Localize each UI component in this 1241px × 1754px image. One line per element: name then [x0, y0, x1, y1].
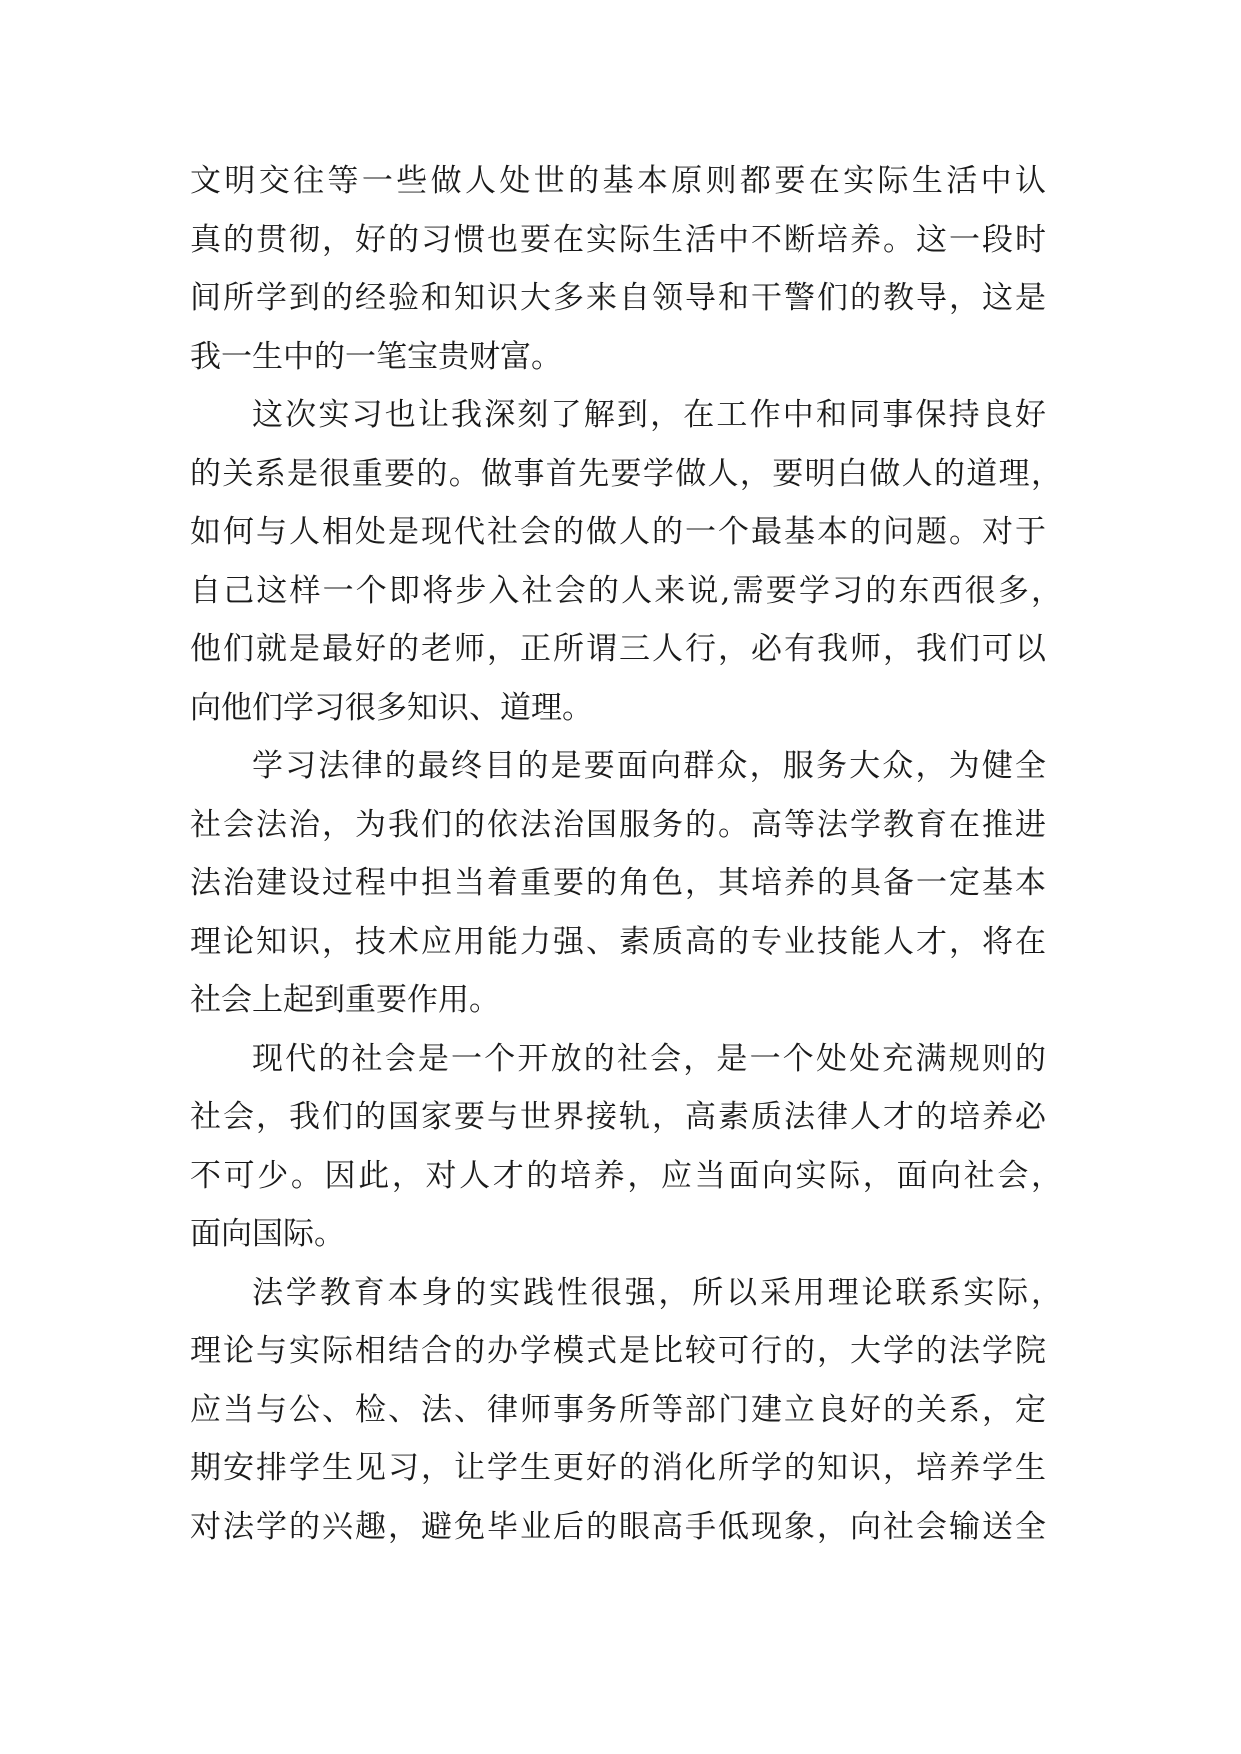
text-line: 不可少。因此，对人才的培养，应当面向实际，面向社会，: [190, 1157, 1062, 1194]
text-line: 理论知识，技术应用能力强、素质高的专业技能人才，将在: [190, 923, 1046, 960]
text-line: 文明交往等一些做人处世的基本原则都要在实际生活中认: [190, 163, 1046, 199]
text-line: 社会上起到重要作用。: [190, 982, 500, 1018]
text-line: 的关系是很重要的。做事首先要学做人，要明白做人的道理，: [190, 455, 1062, 492]
text-line: 应当与公、检、法、律师事务所等部门建立良好的关系，定: [190, 1391, 1046, 1428]
paragraph-1: [190, 152, 1070, 386]
text-line: 学习法律的最终目的是要面向群众，服务大众，为健全: [252, 748, 1046, 784]
paragraph-5: [190, 1264, 1070, 1557]
document-body: [190, 152, 1070, 1556]
text-line: 他们就是最好的老师，正所谓三人行，必有我师，我们可以: [190, 631, 1046, 667]
text-line: 自己这样一个即将步入社会的人来说,需要学习的东西很多，: [190, 572, 1062, 609]
text-line: 法学教育本身的实践性很强，所以采用理论联系实际，: [252, 1274, 1062, 1311]
text-line: 向他们学习很多知识、道理。: [190, 689, 593, 726]
text-line: 对法学的兴趣，避免毕业后的眼高手低现象，向社会输送全: [190, 1508, 1046, 1545]
paragraph-3: [190, 737, 1070, 1030]
text-line: 社会，我们的国家要与世界接轨，高素质法律人才的培养必: [190, 1099, 1046, 1135]
paragraph-2: [190, 386, 1070, 737]
text-line: 法治建设过程中担当着重要的角色，其培养的具备一定基本: [190, 865, 1046, 901]
text-line: 理论与实际相结合的办学模式是比较可行的，大学的法学院: [190, 1333, 1046, 1369]
text-line: 我一生中的一笔宝贵财富。: [190, 338, 562, 375]
text-line: 现代的社会是一个开放的社会，是一个处处充满规则的: [252, 1040, 1046, 1077]
text-line: 这次实习也让我深刻了解到，在工作中和同事保持良好: [252, 397, 1046, 433]
text-line: 期安排学生见习，让学生更好的消化所学的知识，培养学生: [190, 1450, 1046, 1486]
paragraph-4: [190, 1030, 1070, 1264]
text-line: 间所学到的经验和知识大多来自领导和干警们的教导，这是: [190, 280, 1046, 316]
text-line: 如何与人相处是现代社会的做人的一个最基本的问题。对于: [190, 514, 1046, 550]
text-line: 面向国际。: [190, 1216, 345, 1252]
text-line: 真的贯彻，好的习惯也要在实际生活中不断培养。这一段时: [190, 221, 1046, 258]
text-line: 社会法治，为我们的依法治国服务的。高等法学教育在推进: [190, 806, 1046, 843]
